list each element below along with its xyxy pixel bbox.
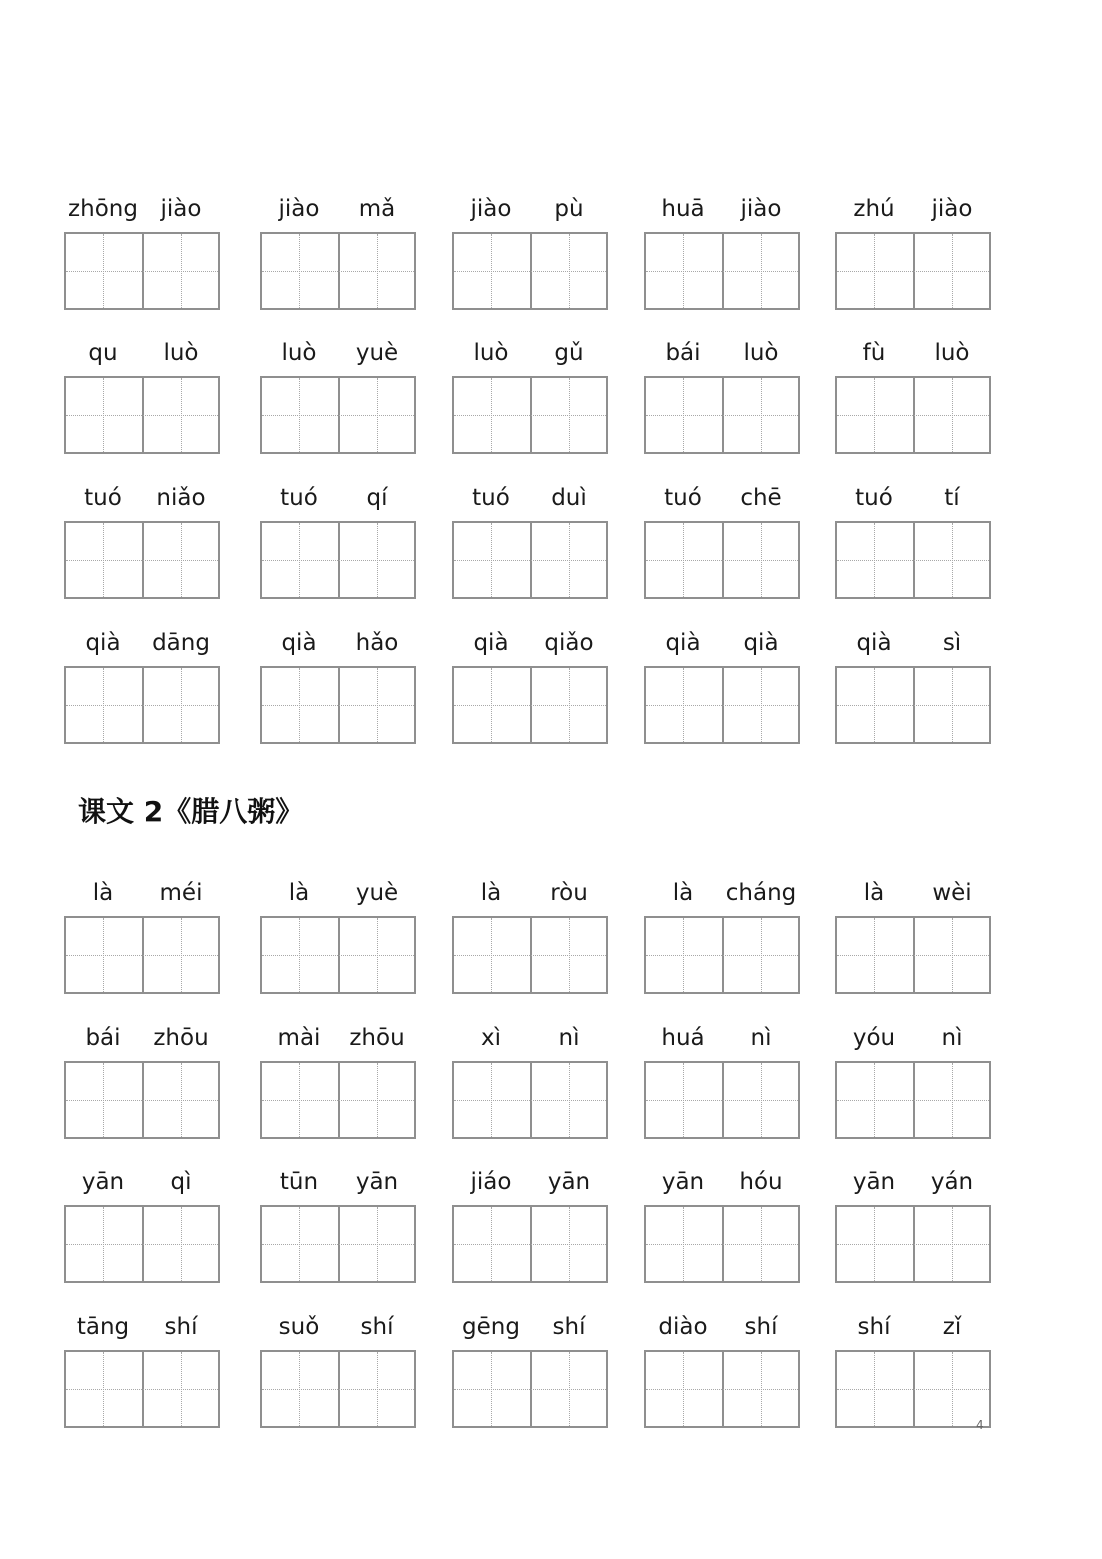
pinyin-label (644, 1310, 800, 1350)
writing-grid[interactable] (644, 1061, 800, 1139)
word-cell (260, 336, 416, 456)
pinyin-label (452, 481, 608, 521)
grid-guide-line (837, 415, 989, 416)
pinyin-label (644, 876, 800, 916)
pinyin-syllable: nì (558, 1025, 580, 1051)
pinyin-syllable: qià (85, 630, 121, 656)
pinyin-syllable: yuè (355, 340, 399, 366)
writing-grid[interactable] (452, 1205, 608, 1283)
pinyin-label (64, 481, 220, 521)
grid-guide-line (66, 1389, 218, 1390)
page-number: 4 (976, 1418, 984, 1432)
writing-grid[interactable] (260, 376, 416, 454)
writing-grid[interactable] (644, 916, 800, 994)
pinyin-label (835, 1310, 991, 1350)
pinyin-label (64, 192, 220, 232)
pinyin-label (835, 336, 991, 376)
grid-guide-line (837, 1100, 989, 1101)
pinyin-syllable: duì (551, 485, 587, 511)
writing-grid[interactable] (644, 232, 800, 310)
pinyin-syllable: luò (281, 340, 317, 366)
pinyin-syllable: qì (170, 1169, 192, 1195)
pinyin-label (64, 336, 220, 376)
pinyin-label (644, 336, 800, 376)
writing-grid[interactable] (835, 376, 991, 454)
pinyin-syllable: jiào (470, 196, 512, 222)
writing-grid[interactable] (64, 1350, 220, 1428)
writing-grid[interactable] (64, 521, 220, 599)
grid-guide-line (646, 1100, 798, 1101)
pinyin-syllable: qià (743, 630, 779, 656)
word-cell (260, 481, 416, 601)
pinyin-syllable: cháng (725, 880, 797, 906)
word-cell (452, 876, 608, 996)
writing-grid[interactable] (452, 1061, 608, 1139)
pinyin-syllable: luò (163, 340, 199, 366)
pinyin-syllable: zhōu (153, 1025, 209, 1051)
pinyin-syllable: gǔ (554, 340, 584, 366)
pinyin-label (260, 1310, 416, 1350)
pinyin-syllable: shí (164, 1314, 198, 1340)
pinyin-label (644, 192, 800, 232)
word-cell (260, 192, 416, 312)
pinyin-syllable: zhōng (68, 196, 138, 222)
pinyin-syllable: wèi (932, 880, 972, 906)
writing-grid[interactable] (260, 916, 416, 994)
pinyin-label (64, 1165, 220, 1205)
word-cell (644, 481, 800, 601)
writing-grid[interactable] (260, 521, 416, 599)
writing-grid[interactable] (452, 232, 608, 310)
word-cell (452, 1310, 608, 1430)
pinyin-syllable: tuó (472, 485, 510, 511)
pinyin-label (452, 626, 608, 666)
word-cell (64, 626, 220, 746)
pinyin-syllable: sì (942, 630, 962, 656)
writing-grid[interactable] (644, 376, 800, 454)
pinyin-syllable: tuó (84, 485, 122, 511)
grid-guide-line (262, 271, 414, 272)
grid-guide-line (646, 271, 798, 272)
pinyin-label (452, 876, 608, 916)
pinyin-syllable: hǎo (355, 630, 399, 656)
writing-grid[interactable] (644, 1205, 800, 1283)
word-cell (260, 1310, 416, 1430)
grid-guide-line (454, 1244, 606, 1245)
writing-grid[interactable] (260, 1061, 416, 1139)
writing-grid[interactable] (260, 1350, 416, 1428)
grid-guide-line (66, 705, 218, 706)
pinyin-syllable: qu (88, 340, 118, 366)
pinyin-syllable: luò (743, 340, 779, 366)
grid-guide-line (454, 705, 606, 706)
word-cell (260, 626, 416, 746)
pinyin-syllable: jiào (931, 196, 973, 222)
writing-grid[interactable] (452, 916, 608, 994)
pinyin-syllable: diào (658, 1314, 708, 1340)
writing-grid[interactable] (452, 666, 608, 744)
pinyin-label (64, 1021, 220, 1061)
writing-grid[interactable] (835, 1350, 991, 1428)
pinyin-syllable: qiǎo (544, 630, 594, 656)
pinyin-syllable: là (863, 880, 885, 906)
writing-grid[interactable] (644, 1350, 800, 1428)
grid-guide-line (837, 955, 989, 956)
writing-grid[interactable] (64, 1205, 220, 1283)
pinyin-label (452, 1310, 608, 1350)
grid-guide-line (454, 560, 606, 561)
grid-guide-line (262, 560, 414, 561)
pinyin-label (64, 626, 220, 666)
pinyin-syllable: zhú (853, 196, 895, 222)
pinyin-label (260, 876, 416, 916)
pinyin-label (644, 1021, 800, 1061)
writing-grid[interactable] (64, 232, 220, 310)
writing-grid[interactable] (452, 521, 608, 599)
word-cell (835, 876, 991, 996)
grid-guide-line (66, 560, 218, 561)
grid-guide-line (262, 955, 414, 956)
pinyin-syllable: qí (366, 485, 388, 511)
pinyin-syllable: jiào (278, 196, 320, 222)
pinyin-syllable: là (672, 880, 694, 906)
word-cell (835, 626, 991, 746)
writing-grid[interactable] (260, 666, 416, 744)
writing-grid[interactable] (452, 1350, 608, 1428)
writing-grid[interactable] (835, 1205, 991, 1283)
pinyin-syllable: shí (744, 1314, 778, 1340)
pinyin-label (260, 1165, 416, 1205)
grid-guide-line (837, 1389, 989, 1390)
word-cell (835, 192, 991, 312)
pinyin-syllable: jiào (160, 196, 202, 222)
pinyin-label (644, 481, 800, 521)
word-cell (64, 481, 220, 601)
pinyin-syllable: pù (554, 196, 584, 222)
pinyin-syllable: yān (81, 1169, 125, 1195)
pinyin-syllable: zǐ (942, 1314, 962, 1340)
pinyin-syllable: nì (941, 1025, 963, 1051)
grid-guide-line (454, 955, 606, 956)
pinyin-syllable: là (92, 880, 114, 906)
grid-guide-line (454, 1100, 606, 1101)
pinyin-syllable: bái (665, 340, 701, 366)
pinyin-syllable: yuè (355, 880, 399, 906)
pinyin-syllable: yán (930, 1169, 974, 1195)
pinyin-label (835, 876, 991, 916)
grid-guide-line (454, 1389, 606, 1390)
grid-guide-line (454, 415, 606, 416)
word-cell (835, 1310, 991, 1430)
pinyin-label (64, 876, 220, 916)
writing-grid[interactable] (260, 232, 416, 310)
grid-guide-line (837, 271, 989, 272)
pinyin-syllable: huā (661, 196, 705, 222)
pinyin-label (644, 1165, 800, 1205)
pinyin-syllable: yóu (852, 1025, 896, 1051)
writing-grid[interactable] (644, 521, 800, 599)
grid-guide-line (66, 1100, 218, 1101)
word-cell (64, 1165, 220, 1285)
word-cell (835, 1165, 991, 1285)
word-cell (260, 1021, 416, 1141)
grid-guide-line (646, 560, 798, 561)
pinyin-syllable: qià (665, 630, 701, 656)
writing-grid[interactable] (64, 916, 220, 994)
word-cell (644, 336, 800, 456)
pinyin-syllable: là (288, 880, 310, 906)
word-cell (452, 192, 608, 312)
pinyin-syllable: tuó (664, 485, 702, 511)
word-cell (64, 1310, 220, 1430)
pinyin-syllable: mài (277, 1025, 321, 1051)
pinyin-syllable: là (480, 880, 502, 906)
grid-guide-line (646, 705, 798, 706)
word-cell (260, 1165, 416, 1285)
writing-grid[interactable] (835, 521, 991, 599)
writing-grid[interactable] (835, 1061, 991, 1139)
pinyin-syllable: xì (480, 1025, 501, 1051)
pinyin-syllable: tūn (279, 1169, 319, 1195)
pinyin-syllable: fù (862, 340, 886, 366)
grid-guide-line (646, 415, 798, 416)
pinyin-syllable: tuó (280, 485, 318, 511)
pinyin-syllable: dāng (152, 630, 210, 656)
pinyin-syllable: shí (857, 1314, 891, 1340)
pinyin-syllable: nì (750, 1025, 772, 1051)
pinyin-label (644, 626, 800, 666)
grid-guide-line (262, 705, 414, 706)
pinyin-label (452, 1021, 608, 1061)
word-cell (452, 626, 608, 746)
pinyin-syllable: chē (740, 485, 782, 511)
word-cell (835, 481, 991, 601)
word-cell (452, 336, 608, 456)
writing-grid[interactable] (835, 666, 991, 744)
word-cell (644, 1310, 800, 1430)
writing-grid[interactable] (452, 376, 608, 454)
writing-grid[interactable] (64, 1061, 220, 1139)
pinyin-syllable: jiáo (470, 1169, 512, 1195)
grid-guide-line (646, 955, 798, 956)
word-cell (644, 1021, 800, 1141)
grid-guide-line (66, 271, 218, 272)
pinyin-syllable: yān (547, 1169, 591, 1195)
pinyin-syllable: zhōu (349, 1025, 405, 1051)
pinyin-label (260, 192, 416, 232)
pinyin-syllable: yān (355, 1169, 399, 1195)
word-cell (64, 192, 220, 312)
word-cell (644, 1165, 800, 1285)
lesson-heading: 课文 2《腊八粥》 (78, 795, 304, 828)
pinyin-syllable: yān (661, 1169, 705, 1195)
grid-guide-line (646, 1244, 798, 1245)
word-cell (64, 1021, 220, 1141)
word-cell (452, 1021, 608, 1141)
pinyin-label (835, 481, 991, 521)
pinyin-syllable: suǒ (278, 1314, 320, 1340)
word-cell (452, 1165, 608, 1285)
word-cell (644, 192, 800, 312)
pinyin-syllable: niǎo (156, 485, 206, 511)
pinyin-label (260, 1021, 416, 1061)
pinyin-label (260, 481, 416, 521)
pinyin-syllable: qià (281, 630, 317, 656)
grid-guide-line (262, 1389, 414, 1390)
grid-guide-line (66, 955, 218, 956)
writing-grid[interactable] (64, 376, 220, 454)
grid-guide-line (837, 1244, 989, 1245)
grid-guide-line (262, 1244, 414, 1245)
word-cell (835, 336, 991, 456)
pinyin-syllable: gēng (462, 1314, 520, 1340)
pinyin-syllable: qià (856, 630, 892, 656)
pinyin-syllable: shí (552, 1314, 586, 1340)
pinyin-syllable: méi (159, 880, 203, 906)
grid-guide-line (837, 560, 989, 561)
pinyin-syllable: huá (661, 1025, 705, 1051)
pinyin-syllable: jiào (740, 196, 782, 222)
pinyin-syllable: tuó (855, 485, 893, 511)
word-cell (835, 1021, 991, 1141)
pinyin-label (452, 1165, 608, 1205)
grid-guide-line (454, 271, 606, 272)
word-cell (260, 876, 416, 996)
pinyin-label (260, 336, 416, 376)
pinyin-syllable: mǎ (358, 196, 396, 222)
pinyin-syllable: shí (360, 1314, 394, 1340)
grid-guide-line (837, 705, 989, 706)
pinyin-label (835, 626, 991, 666)
pinyin-syllable: qià (473, 630, 509, 656)
writing-grid[interactable] (835, 916, 991, 994)
pinyin-label (452, 336, 608, 376)
pinyin-syllable: hóu (739, 1169, 783, 1195)
grid-guide-line (66, 1244, 218, 1245)
word-cell (64, 336, 220, 456)
grid-guide-line (262, 1100, 414, 1101)
pinyin-syllable: luò (473, 340, 509, 366)
writing-grid[interactable] (64, 666, 220, 744)
word-cell (644, 626, 800, 746)
pinyin-label (835, 1021, 991, 1061)
grid-guide-line (262, 415, 414, 416)
writing-grid[interactable] (644, 666, 800, 744)
pinyin-label (64, 1310, 220, 1350)
word-cell (452, 481, 608, 601)
writing-grid[interactable] (835, 232, 991, 310)
grid-guide-line (66, 415, 218, 416)
pinyin-label (835, 1165, 991, 1205)
word-cell (644, 876, 800, 996)
pinyin-syllable: yān (852, 1169, 896, 1195)
pinyin-label (835, 192, 991, 232)
pinyin-syllable: ròu (550, 880, 588, 906)
pinyin-syllable: tāng (76, 1314, 130, 1340)
pinyin-syllable: bái (85, 1025, 121, 1051)
pinyin-label (260, 626, 416, 666)
pinyin-syllable: luò (934, 340, 970, 366)
pinyin-label (452, 192, 608, 232)
pinyin-syllable: tí (944, 485, 960, 511)
word-cell (64, 876, 220, 996)
writing-grid[interactable] (260, 1205, 416, 1283)
grid-guide-line (646, 1389, 798, 1390)
